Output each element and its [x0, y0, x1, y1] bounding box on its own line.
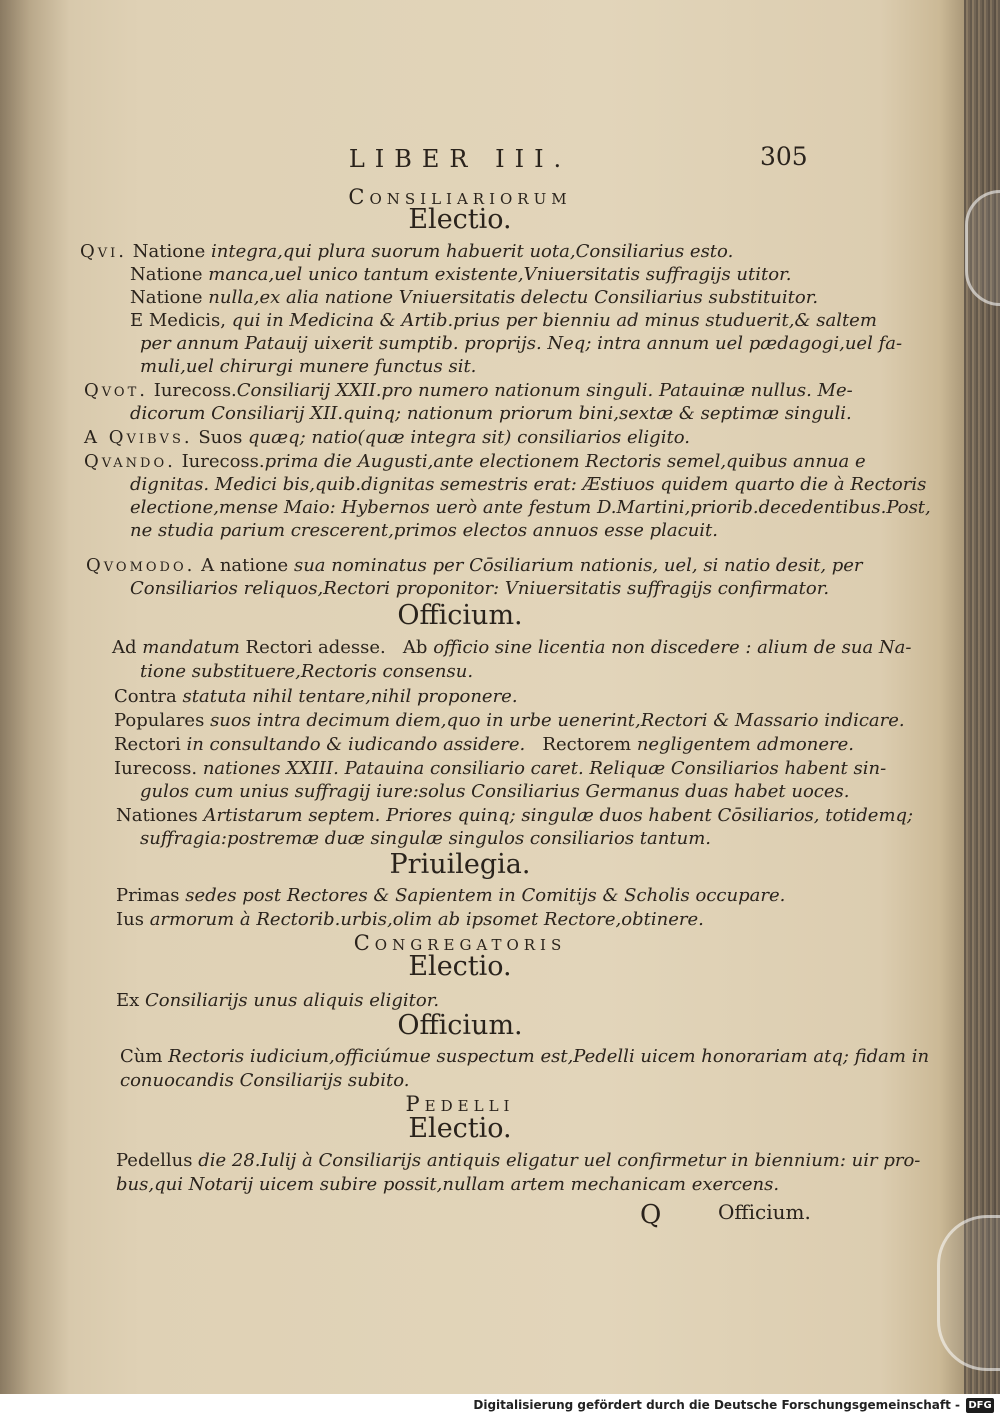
text-line — [84, 380, 853, 402]
catchword: Officium. — [718, 1200, 811, 1224]
text-line — [130, 310, 877, 332]
key-word: Suos — [198, 427, 243, 448]
text-line — [114, 734, 854, 756]
text-line: bus,qui Notarij uicem subire possit,nullam artem mechanicam exercens. — [116, 1174, 780, 1195]
heading-electio-3: Electio. — [408, 1113, 512, 1144]
text-line: dignitas. Medici bis,quib.dignitas semestris erat: Æstiuos quidem quarto die à Rectoris — [130, 474, 927, 495]
text-line: ne studia parium crescerent,primos electos annuos esse placuit. — [130, 520, 718, 541]
key-word: Natione — [132, 241, 206, 262]
key-word: Iurecoss. — [153, 380, 237, 401]
footer-bar — [0, 1394, 1000, 1416]
lead-word: Qvando. — [84, 451, 176, 472]
text-line — [114, 758, 886, 780]
page-number: 305 — [760, 142, 808, 171]
lead-word: A Qvibvs. — [84, 427, 193, 448]
key-word: Rectori — [114, 734, 181, 755]
line-body: Consiliarij XXII.pro numero nationum singuli. Patauinæ nullus. Me- — [236, 380, 853, 401]
lead-word: Qvi. — [80, 241, 128, 262]
section-title-congregatoris: Congregatoris — [353, 931, 567, 955]
signature-mark: Q — [640, 1200, 662, 1230]
key-word: Ad — [112, 637, 137, 658]
section-title-consiliariorum: Consiliariorum — [348, 185, 572, 209]
key-word: Rectorem — [542, 734, 632, 755]
text-line: conuocandis Consiliarijs subito. — [120, 1070, 410, 1091]
heading-priuilegia: Priuilegia. — [389, 849, 531, 880]
line-body: sua nominatus per Cōsiliarium nationis, uel, si natio desit, per — [293, 555, 863, 576]
key-word: Pedellus — [116, 1150, 193, 1171]
key-word: Nationes — [116, 805, 198, 826]
line-body: officio sine licentia non discedere : alium de sua Na- — [433, 637, 912, 658]
key-word: Iurecoss. — [114, 758, 198, 779]
line-body: quæq; natio(quæ integra sit) consiliarios eligito. — [248, 427, 690, 448]
line-body: in consultando & iudicando assidere. — [186, 734, 526, 755]
line-body: suos intra decimum diem,quo in urbe uenerint,Rectori & Massario indicare. — [210, 710, 905, 731]
dfg-logo-icon: DFG — [966, 1398, 994, 1413]
text-line: per annum Patauij uixerit sumptib. proprijs. Neq; intra annum uel pædagogi,uel fa- — [140, 333, 903, 354]
text-line — [130, 264, 791, 286]
text-line — [114, 710, 905, 732]
key-word: Ab — [402, 637, 428, 658]
text-line: muli,uel chirurgi munere functus sit. — [140, 356, 477, 377]
text-line — [112, 637, 911, 659]
line-body: prima die Augusti,ante electionem Rectoris semel,quibus annua e — [264, 451, 866, 472]
line-body: mandatum — [142, 637, 240, 658]
lead-word: Qvot. — [84, 380, 148, 401]
key-word: Ex — [116, 990, 140, 1011]
text-line — [116, 909, 704, 931]
text-line — [84, 427, 690, 449]
line-body: armorum à Rectorib.urbis,olim ab ipsomet Rectore,obtinere. — [149, 909, 704, 930]
lead-word: Qvomodo. — [86, 555, 196, 576]
text-line — [116, 990, 439, 1012]
text-line — [116, 805, 913, 827]
text-line — [84, 451, 866, 473]
key-word: Contra — [114, 686, 177, 707]
line-body: qui in Medicina & Artib.prius per bienniu ad minus studuerit,& saltem — [231, 310, 877, 331]
line-body: nulla,ex alia natione Vniuersitatis delectu Consiliarius substituitor. — [208, 287, 819, 308]
line-body: negligentem admonere. — [636, 734, 854, 755]
text-line — [80, 241, 733, 263]
section-title-pedelli: Pedelli — [405, 1092, 515, 1116]
text-line: dicorum Consiliarij XII.quinq; nationum priorum bini,sextæ & septimæ singuli. — [130, 403, 852, 424]
text-line — [114, 686, 518, 708]
line-body: sedes post Rectores & Sapientem in Comitijs & Scholis occupare. — [185, 885, 786, 906]
key-word: Rectori adesse. — [245, 637, 386, 658]
text-line — [116, 1150, 920, 1172]
page-clip-bottom — [937, 1215, 1000, 1371]
heading-officium-2: Officium. — [397, 1010, 523, 1041]
heading-electio-2: Electio. — [408, 951, 512, 982]
heading-officium-1: Officium. — [397, 600, 523, 631]
line-body: Consiliarijs unus aliquis eligitor. — [145, 990, 440, 1011]
line-body: statuta nihil tentare,nihil proponere. — [182, 686, 518, 707]
key-word: Populares — [114, 710, 205, 731]
key-word: Primas — [116, 885, 180, 906]
text-line: electione,mense Maio: Hybernos uerò ante festum D.Martini,priorib.decedentibus.Post, — [130, 497, 931, 518]
line-body: Rectoris iudicium,officiúmue suspectum est,Pedelli uicem honorariam atq; fidam in — [168, 1046, 930, 1067]
key-word: Natione — [130, 264, 203, 285]
line-body: integra,qui plura suorum habuerit uota,Consiliarius esto. — [211, 241, 734, 262]
line-body: nationes XXIII. Patauina consiliario caret. Reliquæ Consiliarios habent sin- — [202, 758, 887, 779]
key-word: Iurecoss. — [181, 451, 265, 472]
text-line: gulos cum unius suffragij iure:solus Consiliarius Germanus duas habet uoces. — [140, 781, 850, 802]
page-clip-top — [965, 190, 1000, 306]
heading-electio-1: Electio. — [408, 204, 512, 235]
text-line: tione substituere,Rectoris consensu. — [140, 661, 474, 682]
key-word: Ius — [116, 909, 144, 930]
line-body: manca,uel unico tantum existente,Vniuersitatis suffragijs utitor. — [208, 264, 792, 285]
text-line — [86, 555, 863, 577]
key-word: Natione — [130, 287, 203, 308]
running-head: LIBER III. — [348, 145, 572, 173]
text-line: Consiliarios reliquos,Rectori proponitor: Vniuersitatis suffragijs confirmator. — [130, 578, 830, 599]
text-line — [130, 287, 818, 309]
text-line: suffragia:postremæ duæ singulæ singulos consiliarios tantum. — [140, 828, 711, 849]
text-line — [116, 885, 785, 907]
digitization-credit: Digitalisierung gefördert durch die Deutsche Forschungsgemeinschaft - — [473, 1398, 960, 1412]
key-word: A natione — [201, 555, 289, 576]
key-word: E Medicis, — [130, 310, 227, 331]
key-word: Cùm — [120, 1046, 163, 1067]
line-body: Artistarum septem. Priores quinq; singulæ duos habent Cōsiliarios, totidemq; — [203, 805, 914, 826]
line-body: die 28.Iulij à Consiliarijs antiquis eligatur uel confirmetur in biennium: uir pro- — [198, 1150, 921, 1171]
text-line — [120, 1046, 929, 1068]
